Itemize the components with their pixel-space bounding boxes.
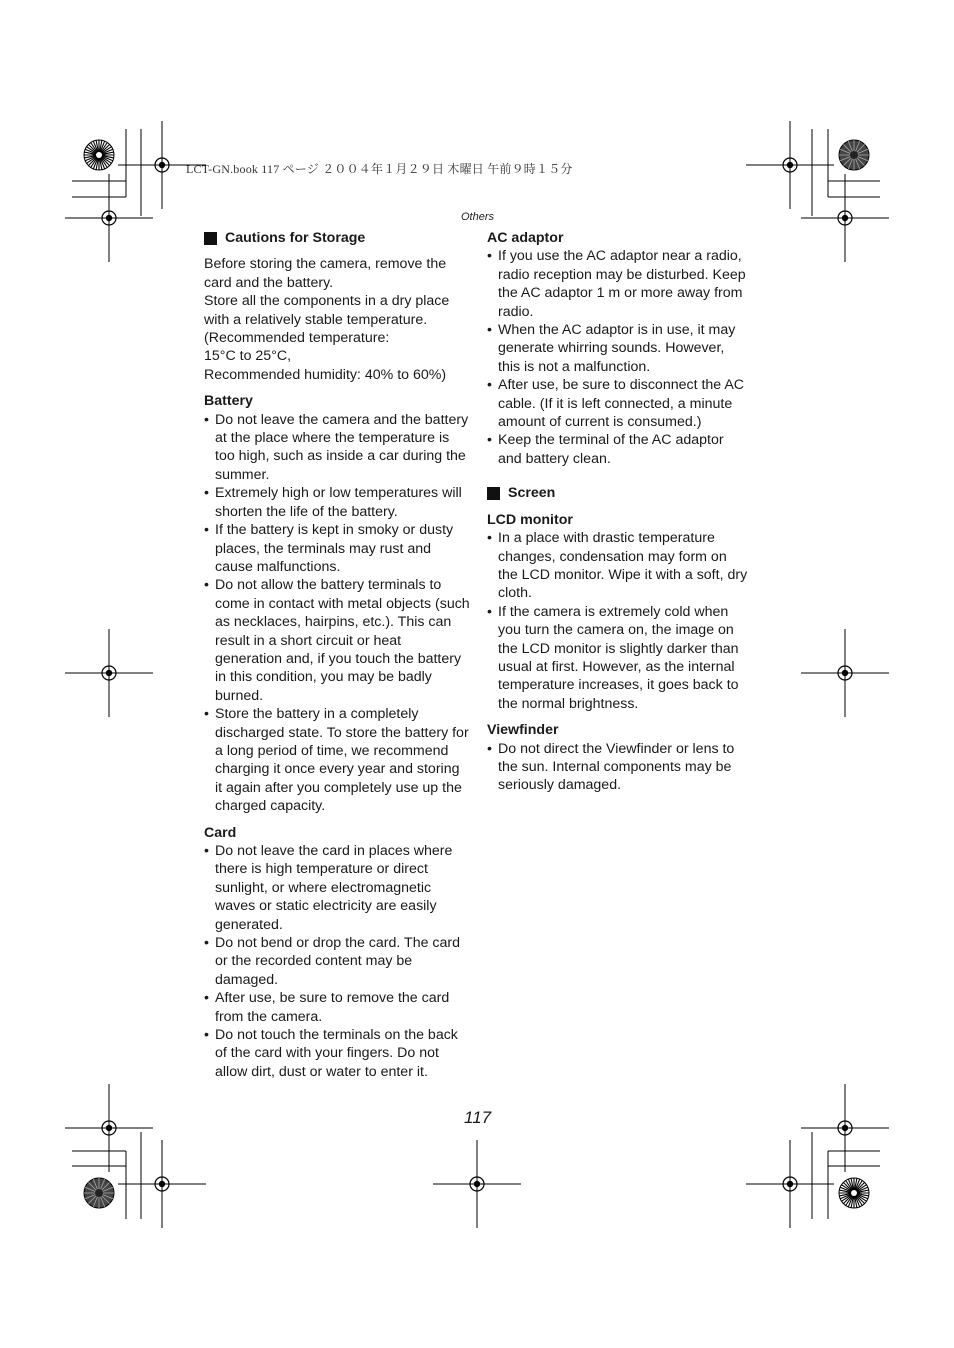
list-item: • If the battery is kept in smoky or dusty places, the terminals may rust and cause malfunctions. (204, 521, 470, 576)
section-square-icon (487, 487, 500, 500)
section-title: Cautions for Storage (225, 230, 366, 246)
print-slug: LCT-GN.book 117 ページ ２００４年１月２９日 木曜日 午前９時１５分 (186, 162, 573, 176)
section-title: Screen (508, 485, 556, 502)
list-item: • When the AC adaptor is in use, it may generate whirring sounds. However, this is not a malfunction. (487, 321, 749, 376)
viewfinder-list (487, 740, 749, 795)
section-square-icon (204, 232, 217, 245)
intro-line: Store all the components in a dry place (204, 293, 450, 310)
list-item: • Store the battery in a completely discharged state. To store the battery for a long period of time, we recommend charging it once every year and storing it again after you completely use up the charged capacity. (204, 705, 470, 815)
subheading-viewfinder: Viewfinder (487, 722, 559, 739)
ac-adaptor-list (487, 247, 749, 468)
section-heading-storage (204, 229, 470, 247)
list-item: • After use, be sure to disconnect the AC cable. (If it is left connected, a minute amount of current is consumed.) (487, 376, 749, 431)
list-item: • In a place with drastic temperature changes, condensation may form on the LCD monitor. Wipe it with a soft, dry cloth. (487, 529, 749, 603)
intro-line: 15°C to 25°C, (204, 348, 292, 365)
right-column (487, 229, 749, 803)
subheading-ac-adaptor: AC adaptor (487, 230, 564, 246)
list-item: • Do not touch the terminals on the back of the card with your fingers. Do not allow dirt, dust or water to enter it. (204, 1026, 470, 1081)
list-item: • Do not leave the camera and the battery at the place where the temperature is too high, such as inside a car during the summer. (204, 411, 470, 485)
subheading-lcd-monitor: LCD monitor (487, 511, 573, 528)
list-item: • After use, be sure to remove the card from the camera. (204, 989, 470, 1026)
intro-line: card and the battery. (204, 274, 334, 291)
intro-line: Before storing the camera, remove the (204, 256, 447, 273)
lcd-monitor-list (487, 529, 749, 713)
intro-line: Recommended humidity: 40% to 60%) (204, 366, 447, 383)
left-column (204, 229, 470, 1089)
list-item: • Extremely high or low temperatures will shorten the life of the battery. (204, 484, 470, 521)
intro-line: with a relatively stable temperature. (204, 311, 428, 328)
list-item: • If the camera is extremely cold when you turn the camera on, the image on the LCD monitor is slightly darker than usual at first. However, as the internal temperature increases, it goes back to the normal brightness. (487, 603, 749, 713)
page-number: 117 (464, 1108, 492, 1127)
battery-list (204, 411, 470, 816)
list-item: • Do not leave the card in places where there is high temperature or direct sunlight, or where electromagnetic waves or static electricity are easily generated. (204, 842, 470, 934)
list-item: • Do not bend or drop the card. The card or the recorded content may be damaged. (204, 934, 470, 989)
list-item: • Do not allow the battery terminals to come in contact with metal objects (such as necklaces, hairpins, etc.). This can result in a short circuit or heat generation and, if you touch the battery in this condition, you may be badly burned. (204, 576, 470, 705)
running-head: Others (461, 211, 495, 223)
subheading-card: Card (204, 824, 237, 841)
card-list (204, 842, 470, 1081)
list-item: • Do not direct the Viewfinder or lens to the sun. Internal components may be seriously damaged. (487, 740, 749, 795)
subheading-battery: Battery (204, 393, 253, 410)
section-heading-screen (487, 484, 749, 502)
list-item: • Keep the terminal of the AC adaptor and battery clean. (487, 431, 749, 468)
intro-line: (Recommended temperature: (204, 330, 390, 347)
storage-intro (204, 255, 470, 384)
list-item: • If you use the AC adaptor near a radio, radio reception may be disturbed. Keep the AC adaptor 1 m or more away from radio. (487, 247, 749, 321)
